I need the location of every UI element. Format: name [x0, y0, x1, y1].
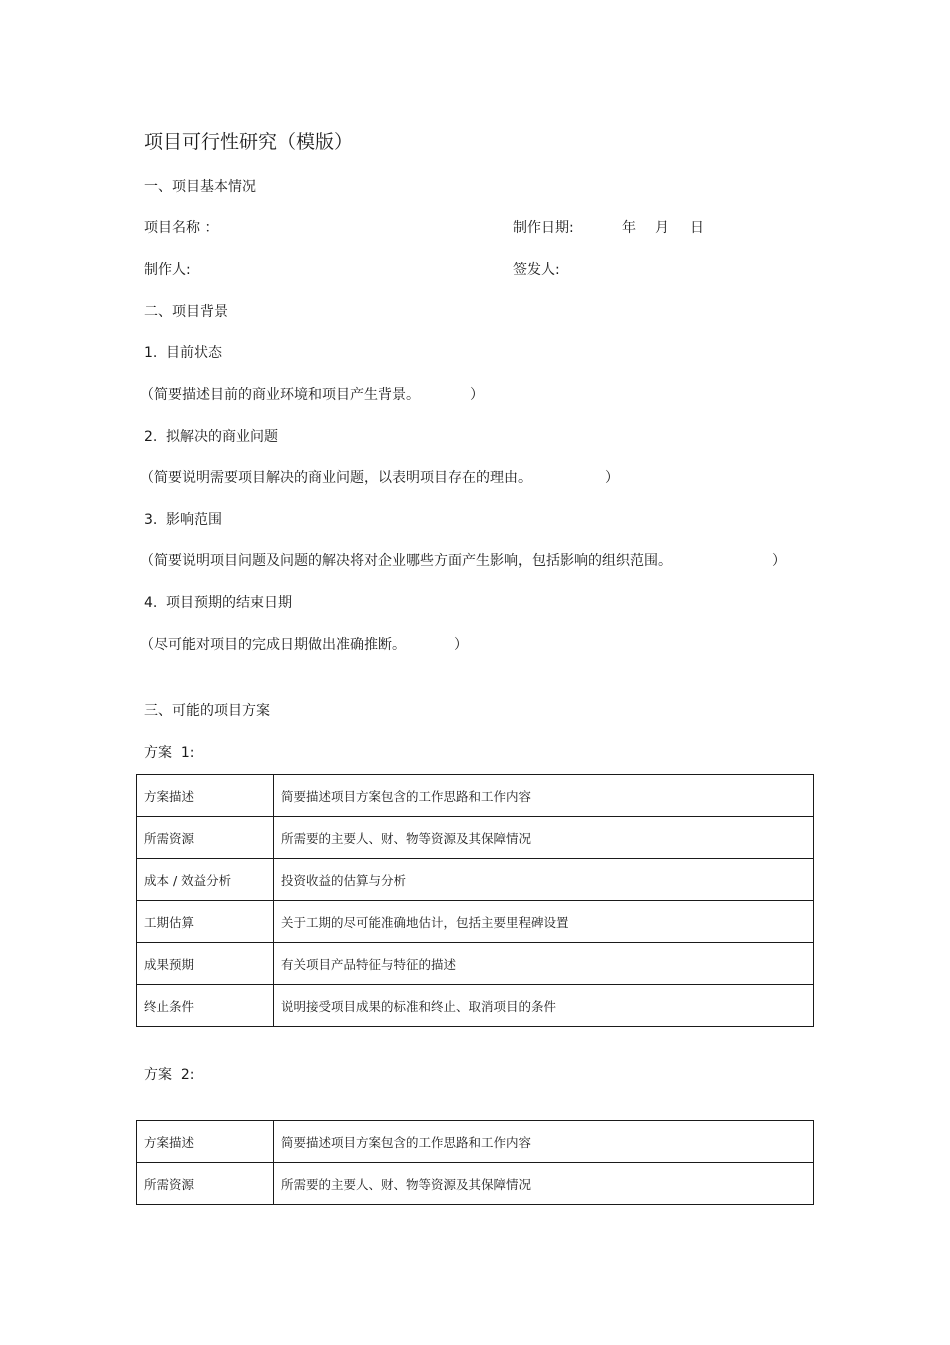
project-name-label: 项目名称 ：: [144, 220, 219, 236]
row-key: 方案描述: [137, 775, 274, 817]
item-title: 影响范围: [166, 512, 222, 528]
item-number: 4.: [144, 595, 158, 611]
plan-label: 方案 1:: [144, 745, 195, 761]
row-value: 有关项目产品特征与特征的描述: [274, 943, 814, 985]
item-number: 3.: [144, 512, 158, 528]
row-value: 投资收益的估算与分析: [274, 859, 814, 901]
item-hint: （简要描述目前的商业环境和项目产生背景。: [140, 387, 420, 403]
date-year: 年: [622, 220, 636, 236]
plan-table: [136, 774, 814, 1027]
row-key: 工期估算: [137, 901, 274, 943]
row-key: 成本 / 效益分析: [137, 859, 274, 901]
item-number: 1.: [144, 345, 158, 361]
plan-label: 方案 2:: [144, 1067, 195, 1083]
section3-heading: 三、可能的项目方案: [144, 703, 270, 719]
item-hint: （尽可能对项目的完成日期做出准确推断。: [140, 637, 406, 653]
row-value: 说明接受项目成果的标准和终止、取消项目的条件: [274, 985, 814, 1027]
item-hint-close: ）: [454, 637, 468, 653]
item-number: 2.: [144, 429, 158, 445]
item-hint: （简要说明项目问题及问题的解决将对企业哪些方面产生影响，包括影响的组织范围。: [140, 553, 672, 569]
issuer-label: 签发人:: [513, 262, 560, 278]
row-value: 简要描述项目方案包含的工作思路和工作内容: [274, 1121, 814, 1163]
table-row: [137, 1163, 814, 1205]
date-label: 制作日期:: [513, 220, 574, 236]
plan-table: [136, 1120, 814, 1205]
page-title: 项目可行性研究（模版）: [144, 131, 354, 153]
row-key: 所需资源: [137, 1163, 274, 1205]
table-row: [137, 775, 814, 817]
item-title: 目前状态: [166, 345, 222, 361]
row-key: 成果预期: [137, 943, 274, 985]
item-hint: （简要说明需要项目解决的商业问题，以表明项目存在的理由。: [140, 470, 532, 486]
table-row: [137, 1121, 814, 1163]
table-row: [137, 859, 814, 901]
table-row: [137, 901, 814, 943]
row-key: 所需资源: [137, 817, 274, 859]
row-key: 方案描述: [137, 1121, 274, 1163]
author-label: 制作人:: [144, 262, 191, 278]
table-row: [137, 985, 814, 1027]
item-title: 拟解决的商业问题: [166, 429, 278, 445]
date-month: 月: [655, 220, 669, 236]
row-value: 关于工期的尽可能准确地估计，包括主要里程碑设置: [274, 901, 814, 943]
item-title: 项目预期的结束日期: [166, 595, 292, 611]
table-row: [137, 943, 814, 985]
item-hint-close: ）: [470, 387, 484, 403]
row-value: 所需要的主要人、财、物等资源及其保障情况: [274, 1163, 814, 1205]
row-value: 简要描述项目方案包含的工作思路和工作内容: [274, 775, 814, 817]
row-value: 所需要的主要人、财、物等资源及其保障情况: [274, 817, 814, 859]
row-key: 终止条件: [137, 985, 274, 1027]
date-day: 日: [690, 220, 704, 236]
item-hint-close: ）: [772, 553, 786, 569]
table-row: [137, 817, 814, 859]
item-hint-close: ）: [605, 470, 619, 486]
section2-heading: 二、项目背景: [144, 304, 228, 320]
section1-heading: 一、项目基本情况: [144, 179, 256, 195]
